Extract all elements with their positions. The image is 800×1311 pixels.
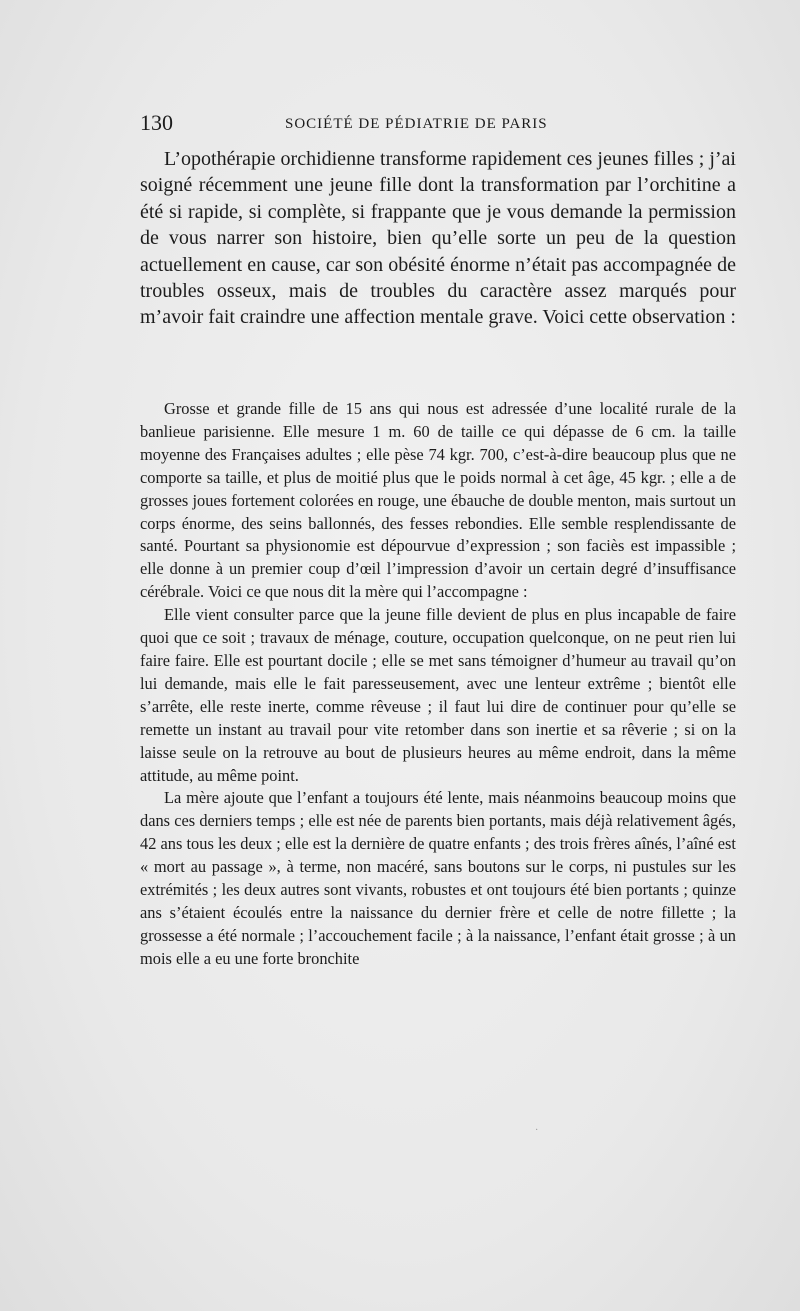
observation-paragraph-1: Grosse et grande fille de 15 ans qui nous est adressée d’une localité rurale de la banlieue parisienne. Elle mesure 1 m. 60 de taille ce qui dépasse de 6 cm. la taille moyenne des Françaises adultes ; elle pèse 74 kgr. 700, c’est-à-dire beaucoup plus que ne comporte sa taille, et plus de moitié plus que le poids normal à cet âge, 45 kgr. ; elle a de grosses joues fortement colorées en rouge, une ébauche de double menton, mais surtout un corps énorme, des seins ballonnés, des fesses rebondies. Elle semble resplendissante de santé. Pourtant sa physionomie est dépourvue d’expression ; son faciès est impassible ; elle donne à un premier coup d’œil l’impression d’avoir un certain degré d’insuffisance cérébrale. Voici ce que nous dit la mère qui l’accompagne : [140,399,736,602]
scan-speck: · [535,1125,539,1136]
intro-paragraph: L’opothérapie orchidienne transforme rapidement ces jeunes filles ; j’ai soigné récemment une jeune fille dont la transformation par l’orchitine a été si rapide, si complète, si frappante que je vous demande la permission de vous narrer son histoire, bien qu’elle sorte un peu de la question actuellement en cause, car son obésité énorme n’était pas accompagnée de troubles osseux, mais de troubles du caractère assez marqués pour m’avoir fait craindre une affection mentale grave. Voici cette observation : [140,148,736,329]
page-number: 130 [140,110,173,135]
running-title: SOCIÉTÉ DE PÉDIATRIE DE PARIS [285,116,548,132]
page-header [140,110,736,138]
observation-paragraph-3: La mère ajoute que l’enfant a toujours été lente, mais néanmoins beaucoup moins que dans ces derniers temps ; elle est née de parents bien portants, mais déjà relativement âgés, 42 ans tous les deux ; elle est la dernière de quatre enfants ; des trois frères aînés, l’aîné est « mort au passage », à terme, non macéré, sans boutons sur le corps, ni pustules sur les extrémités ; les deux autres sont vivants, robustes et ont toujours été bien portants ; quinze ans s’étaient écoulés entre la naissance du dernier frère et celle de notre fillette ; la grossesse a été normale ; l’accouchement facile ; à la naissance, l’enfant était grosse ; à un mois elle a eu une forte bronchite [140,788,736,968]
observation-block [140,398,736,971]
intro-text-block [140,146,736,331]
observation-paragraph-2: Elle vient consulter parce que la jeune fille devient de plus en plus incapable de faire quoi que ce soit ; travaux de ménage, couture, occupation quelconque, on ne peut rien lui faire faire. Elle est pourtant docile ; elle se met sans témoigner d’humeur au travail qu’on lui demande, mais elle le fait paresseusement, avec une lenteur extrême ; bientôt elle s’arrête, elle reste inerte, comme rêveuse ; il faut lui dire de continuer pour qu’elle se remette un instant au travail pour vite retomber dans son inertie et sa rêverie ; si on la laisse seule on la retrouve au bout de plusieurs heures au même endroit, dans la même attitude, au même point. [140,605,736,785]
